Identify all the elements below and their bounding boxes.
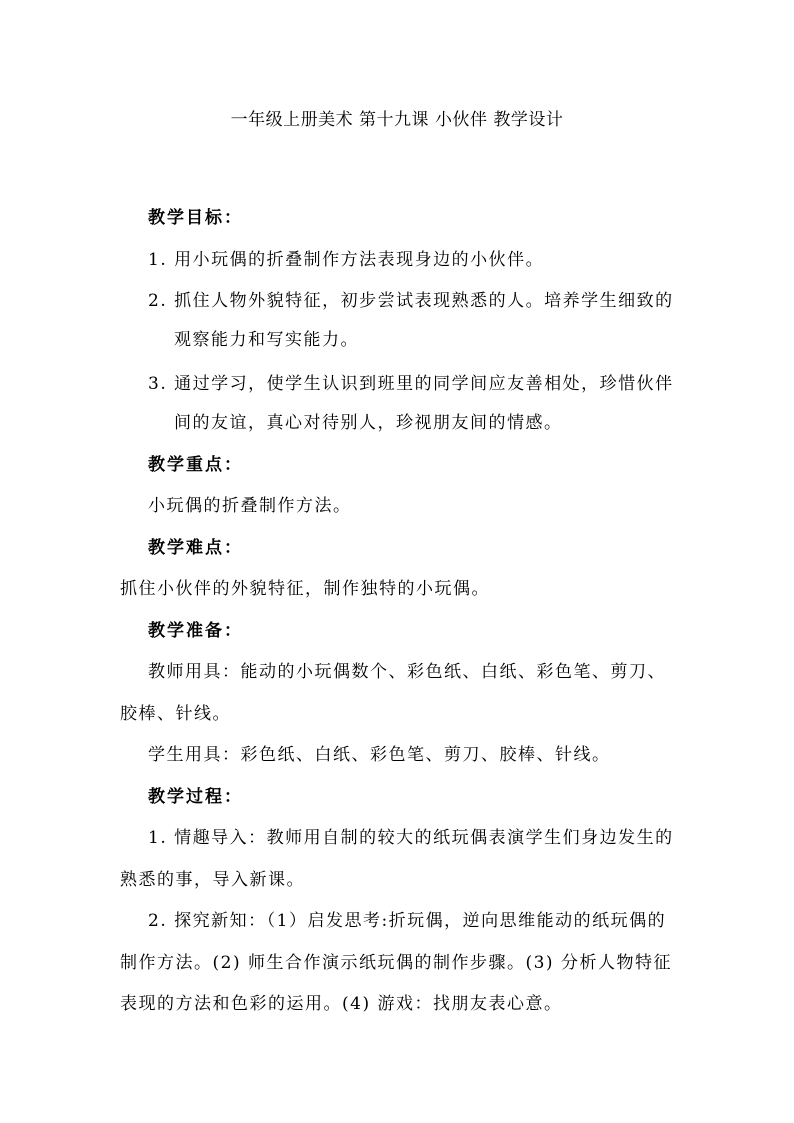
objectives-heading: 教学目标： bbox=[148, 208, 243, 228]
objective-item-3-line-1: 3. 通过学习，使学生认识到班里的同学间应友善相处，珍惜伙伴 bbox=[148, 374, 674, 394]
objective-item-2-line-1: 2. 抓住人物外貌特征，初步尝试表现熟悉的人。培养学生细致的 bbox=[148, 291, 674, 311]
difficulties-heading: 教学难点： bbox=[148, 538, 243, 558]
process-step-1-line-1: 1. 情趣导入：教师用自制的较大的纸玩偶表演学生们身边发生的 bbox=[148, 828, 674, 848]
difficulties-text: 抓住小伙伴的外貌特征，制作独特的小玩偶。 bbox=[120, 579, 490, 599]
teacher-tools-line-1: 教师用具：能动的小玩偶数个、彩色纸、白纸、彩色笔、剪刀、 bbox=[148, 662, 666, 682]
objective-item-1: 1. 用小玩偶的折叠制作方法表现身边的小伙伴。 bbox=[148, 250, 545, 270]
key-points-text: 小玩偶的折叠制作方法。 bbox=[148, 496, 352, 516]
process-step-1-line-2: 熟悉的事，导入新课。 bbox=[120, 870, 305, 890]
student-tools: 学生用具：彩色纸、白纸、彩色笔、剪刀、胶棒、针线。 bbox=[148, 745, 611, 765]
preparation-heading: 教学准备： bbox=[148, 621, 243, 641]
process-step-2-line-1: 2. 探究新知：（1）启发思考:折玩偶，逆向思维能动的纸玩偶的 bbox=[148, 911, 667, 931]
objective-item-3-line-2: 间的友谊，真心对待别人，珍视朋友间的情感。 bbox=[174, 413, 563, 433]
process-step-2-line-3: 表现的方法和色彩的运用。(4) 游戏：找朋友表心意。 bbox=[120, 994, 563, 1014]
process-heading: 教学过程： bbox=[148, 787, 243, 807]
teacher-tools-line-2: 胶棒、针线。 bbox=[120, 704, 231, 724]
document-title: 一年级上册美术 第十九课 小伙伴 教学设计 bbox=[230, 110, 564, 130]
process-step-2-line-2: 制作方法。(2) 师生合作演示纸玩偶的制作步骤。(3) 分析人物特征 bbox=[120, 953, 672, 973]
key-points-heading: 教学重点： bbox=[148, 455, 243, 475]
objective-item-2-line-2: 观察能力和写实能力。 bbox=[174, 330, 359, 350]
